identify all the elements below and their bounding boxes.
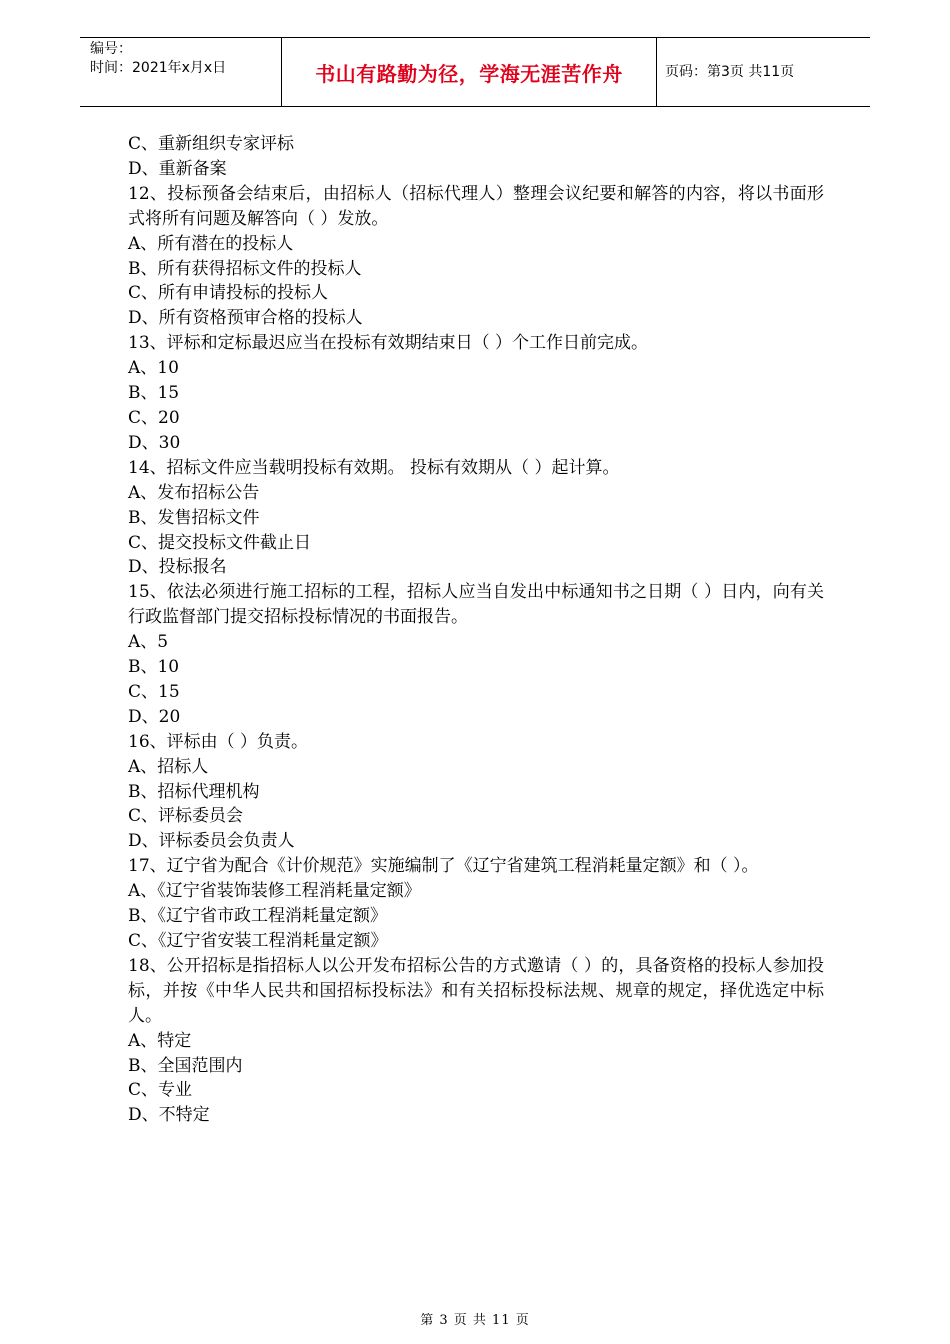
content-line: C、专业	[128, 1080, 193, 1101]
content-line: A、所有潜在的投标人	[128, 233, 294, 254]
content-line: C、15	[128, 681, 180, 702]
content-line: B、《辽宁省市政工程消耗量定额》	[128, 906, 387, 927]
content-line: 18、公开招标是指招标人以公开发布招标公告的方式邀请（ ）的，具备资格的投标人参加投标，并按《中华人民共和国招标投标法》和有关招标投标法规、规章的规定，择优选定中标人。	[128, 955, 824, 1026]
content-line: B、10	[128, 657, 180, 678]
question-body	[128, 132, 824, 1128]
content-line: A、5	[128, 632, 169, 653]
content-line: D、20	[128, 706, 181, 727]
header-motto: 书山有路勤为径，学海无涯苦作舟	[315, 61, 623, 86]
content-line: D、评标委员会负责人	[128, 831, 295, 852]
content-line: A、发布招标公告	[128, 482, 260, 503]
content-line: D、投标报名	[128, 557, 227, 578]
header-motto-cell	[281, 38, 657, 106]
header-meta-cell	[80, 38, 281, 106]
content-line: 14、招标文件应当载明投标有效期。 投标有效期从（ ）起计算。	[128, 457, 620, 478]
content-line: B、全国范围内	[128, 1055, 243, 1076]
content-line: C、所有申请投标的投标人	[128, 283, 329, 304]
content-line: D、所有资格预审合格的投标人	[128, 308, 363, 329]
content-line: A、10	[128, 358, 179, 379]
content-line: D、不特定	[128, 1105, 210, 1126]
content-line: C、20	[128, 407, 180, 428]
content-line: 12、投标预备会结束后，由招标人（招标代理人）整理会议纪要和解答的内容，将以书面形式将所有问题及解答向（ ）发放。	[128, 183, 824, 229]
content-line: C、提交投标文件截止日	[128, 532, 312, 553]
content-line: 16、评标由（ ）负责。	[128, 731, 309, 752]
content-line: C、《辽宁省安装工程消耗量定额》	[128, 931, 388, 951]
content-line: 15、依法必须进行施工招标的工程，招标人应当自发出中标通知书之日期（ ）日内，向有关行政监督部门提交招标投标情况的书面报告。	[128, 582, 824, 628]
header-page-cell	[656, 38, 870, 106]
content-line: B、招标代理机构	[128, 781, 260, 802]
document-date-label: 时间：2021年x月x日	[90, 60, 227, 76]
content-line: A、《辽宁省装饰装修工程消耗量定额》	[128, 881, 421, 902]
page-footer: 第 3 页 共 11 页	[420, 1313, 530, 1328]
document-number-label: 编号：	[90, 41, 132, 57]
content-line: C、评标委员会	[128, 806, 244, 827]
content-line: A、招标人	[128, 756, 209, 777]
document-header	[80, 37, 870, 107]
content-line: D、30	[128, 432, 181, 453]
content-line: B、所有获得招标文件的投标人	[128, 258, 362, 279]
content-line: 13、评标和定标最迟应当在投标有效期结束日（ ）个工作日前完成。	[128, 333, 649, 354]
header-page-info: 页码：第3页 共11页	[665, 63, 795, 80]
content-line: 17、辽宁省为配合《计价规范》实施编制了《辽宁省建筑工程消耗量定额》和（ ）。	[128, 856, 759, 877]
content-line: D、重新备案	[128, 158, 227, 179]
content-line: A、特定	[128, 1030, 192, 1051]
content-line: C、重新组织专家评标	[128, 134, 295, 154]
content-line: B、发售招标文件	[128, 507, 260, 528]
content-line: B、15	[128, 383, 180, 404]
